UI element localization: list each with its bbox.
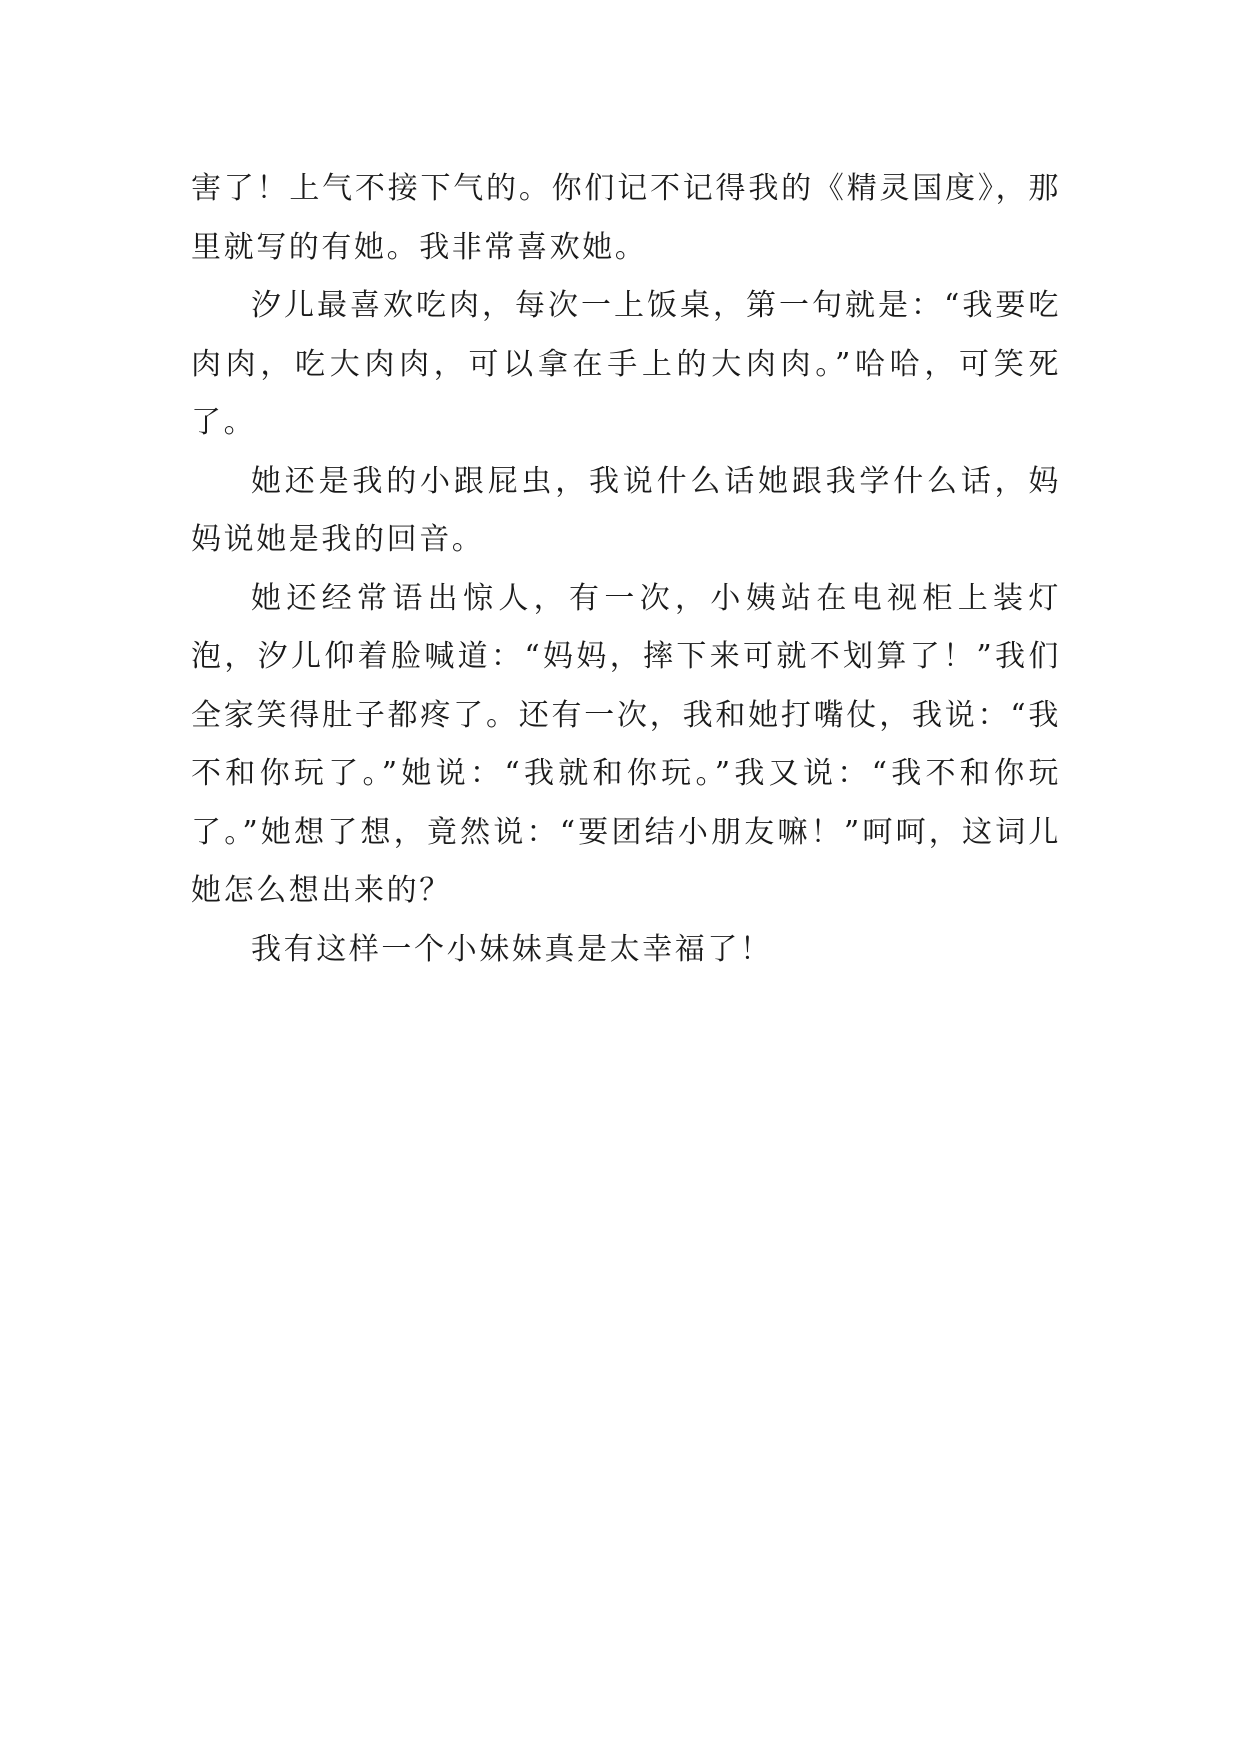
paragraph-1: 害了！上气不接下气的。你们记不记得我的《精灵国度》，那里就写的有她。我非常喜欢她。 [191,171,1061,265]
paragraph-5: 我有这样一个小妹妹真是太幸福了！ [251,931,773,967]
paragraph-4: 她还经常语出惊人，有一次，小姨站在电视柜上装灯泡，汐儿仰着脸喊道：“妈妈，摔下来可就不划算了！”我们全家笑得肚子都疼了。还有一次，我和她打嘴仗，我说：“我不和你玩了。”她说：“我就和你玩。”我又说：“我不和你玩了。”她想了想，竟然说：“要团结小朋友嘛！”呵呵，这词儿她怎么想出来的？ [191,580,1061,908]
body-text [191,160,1061,979]
paragraph-3: 她还是我的小跟屁虫，我说什么话她跟我学什么话，妈妈说她是我的回音。 [191,463,1061,557]
paragraph-2: 汐儿最喜欢吃肉，每次一上饭桌，第一句就是：“我要吃肉肉，吃大肉肉，可以拿在手上的大肉肉。”哈哈，可笑死了。 [191,288,1061,440]
